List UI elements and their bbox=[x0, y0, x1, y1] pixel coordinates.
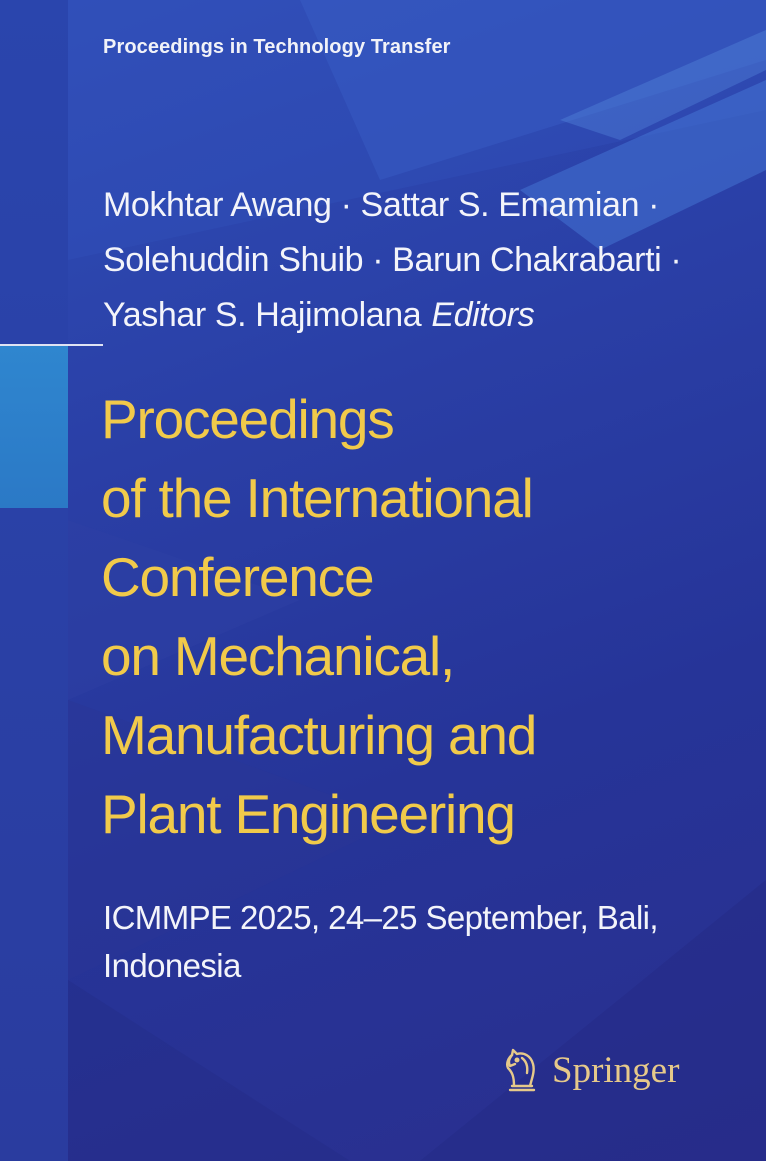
subtitle-line: Indonesia bbox=[103, 947, 241, 984]
subtitle-line: ICMMPE 2025, 24–25 September, Bali, bbox=[103, 899, 658, 936]
title-line: Conference bbox=[101, 546, 374, 608]
book-title bbox=[101, 380, 761, 854]
editor-line: Mokhtar Awang · Sattar S. Emamian · bbox=[103, 186, 660, 224]
title-line: Manufacturing and bbox=[101, 704, 537, 766]
divider-rule bbox=[0, 344, 103, 346]
editor-line bbox=[103, 288, 743, 343]
series-title: Proceedings in Technology Transfer bbox=[103, 36, 451, 58]
editors-block bbox=[103, 178, 743, 343]
editor-line: Solehuddin Shuib · Barun Chakrabarti · bbox=[103, 241, 682, 279]
book-subtitle bbox=[103, 894, 743, 990]
publisher-logo bbox=[500, 1040, 679, 1100]
publisher-name: Springer bbox=[552, 1049, 680, 1091]
title-line: Plant Engineering bbox=[101, 783, 515, 845]
editor-names: Yashar S. Hajimolana bbox=[103, 296, 422, 334]
title-line: on Mechanical, bbox=[101, 625, 455, 687]
title-line: of the International bbox=[101, 467, 533, 529]
chess-knight-icon bbox=[500, 1046, 542, 1094]
title-line: Proceedings bbox=[101, 388, 394, 450]
editors-role-label: Editors bbox=[431, 296, 535, 334]
